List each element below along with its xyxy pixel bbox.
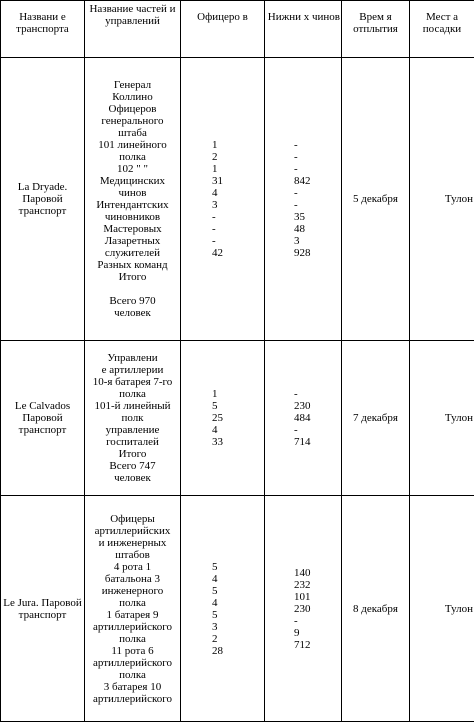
count-value: 31 bbox=[182, 175, 263, 187]
transport-name: Le Jura. Паровой транспорт bbox=[1, 496, 85, 722]
officers-count-list bbox=[181, 341, 265, 496]
unit-line: инженерного bbox=[86, 585, 179, 597]
officers-count-list bbox=[181, 496, 265, 722]
count-value: 4 bbox=[182, 187, 263, 199]
boarding-place: Тулон bbox=[410, 341, 474, 496]
count-value: 5 bbox=[182, 609, 263, 621]
unit-line: полк bbox=[86, 412, 179, 424]
departure-date: 8 декабря bbox=[342, 496, 410, 722]
unit-line: Генерал bbox=[86, 79, 179, 91]
count-value: 25 bbox=[182, 412, 263, 424]
unit-line: чинов bbox=[86, 187, 179, 199]
unit-line: артиллерийского bbox=[86, 693, 179, 705]
transport-name: Le Calvados Паровой транспорт bbox=[1, 341, 85, 496]
unit-line: Всего 747 bbox=[86, 460, 179, 472]
count-value: 232 bbox=[266, 579, 340, 591]
unit-line: Управлени bbox=[86, 352, 179, 364]
unit-line: Офицеров bbox=[86, 103, 179, 115]
unit-line bbox=[86, 283, 179, 295]
count-value: - bbox=[266, 139, 340, 151]
unit-line: генерального bbox=[86, 115, 179, 127]
unit-line: полка bbox=[86, 151, 179, 163]
header-units: Название частей и управлений bbox=[85, 1, 181, 58]
count-value: 4 bbox=[182, 573, 263, 585]
count-value: 3 bbox=[182, 199, 263, 211]
unit-line: полка bbox=[86, 669, 179, 681]
unit-line: артиллерийского bbox=[86, 657, 179, 669]
count-value: 1 bbox=[182, 388, 263, 400]
header-transport: Названи е транспорта bbox=[1, 1, 85, 58]
count-value: 842 bbox=[266, 175, 340, 187]
header-place: Мест а посадки bbox=[410, 1, 474, 58]
count-value: - bbox=[266, 615, 340, 627]
count-value: - bbox=[182, 223, 263, 235]
unit-line: служителей bbox=[86, 247, 179, 259]
header-officers: Офицеро в bbox=[181, 1, 265, 58]
count-value: 230 bbox=[266, 603, 340, 615]
count-value: 42 bbox=[182, 247, 263, 259]
count-value: 1 bbox=[182, 163, 263, 175]
unit-line: штаба bbox=[86, 127, 179, 139]
unit-line: 102 " " bbox=[86, 163, 179, 175]
count-value: 4 bbox=[182, 597, 263, 609]
unit-line: Интендантских bbox=[86, 199, 179, 211]
departure-date: 7 декабря bbox=[342, 341, 410, 496]
unit-line: Итого bbox=[86, 448, 179, 460]
header-row bbox=[1, 1, 474, 58]
unit-line: человек bbox=[86, 472, 179, 484]
count-value: 1 bbox=[182, 139, 263, 151]
count-value: - bbox=[266, 163, 340, 175]
count-value: 35 bbox=[266, 211, 340, 223]
units-list bbox=[85, 341, 181, 496]
count-value: - bbox=[266, 187, 340, 199]
unit-line: человек bbox=[86, 307, 179, 319]
unit-line: и инженерных bbox=[86, 537, 179, 549]
unit-line: 3 батарея 10 bbox=[86, 681, 179, 693]
unit-line: штабов bbox=[86, 549, 179, 561]
count-value: 230 bbox=[266, 400, 340, 412]
lower-ranks-count-list bbox=[265, 58, 342, 341]
count-value: 3 bbox=[266, 235, 340, 247]
transport-name: La Dryade. Паровой транспорт bbox=[1, 58, 85, 341]
units-list bbox=[85, 496, 181, 722]
count-value: 5 bbox=[182, 400, 263, 412]
count-value: 2 bbox=[182, 151, 263, 163]
unit-line: артиллерийского bbox=[86, 621, 179, 633]
units-list bbox=[85, 58, 181, 341]
unit-line: чиновников bbox=[86, 211, 179, 223]
count-value: 484 bbox=[266, 412, 340, 424]
count-value: 140 bbox=[266, 567, 340, 579]
lower-ranks-count-list bbox=[265, 496, 342, 722]
unit-line: Итого bbox=[86, 271, 179, 283]
boarding-place: Тулон bbox=[410, 496, 474, 722]
unit-line: Медицинских bbox=[86, 175, 179, 187]
count-value: 101 bbox=[266, 591, 340, 603]
unit-line: батальона 3 bbox=[86, 573, 179, 585]
count-value: 5 bbox=[182, 561, 263, 573]
count-value: 4 bbox=[182, 424, 263, 436]
unit-line: госпиталей bbox=[86, 436, 179, 448]
header-departure-time: Врем я отплытия bbox=[342, 1, 410, 58]
unit-line: е артиллерии bbox=[86, 364, 179, 376]
header-lower-ranks: Нижни х чинов bbox=[265, 1, 342, 58]
count-value: 928 bbox=[266, 247, 340, 259]
count-value: - bbox=[182, 235, 263, 247]
count-value: 3 bbox=[182, 621, 263, 633]
unit-line: полка bbox=[86, 597, 179, 609]
unit-line: Офицеры bbox=[86, 513, 179, 525]
officers-count-list bbox=[181, 58, 265, 341]
count-value: 712 bbox=[266, 639, 340, 651]
departure-date: 5 декабря bbox=[342, 58, 410, 341]
unit-line: 101-й линейный bbox=[86, 400, 179, 412]
count-value: 5 bbox=[182, 585, 263, 597]
unit-line: артиллерийских bbox=[86, 525, 179, 537]
count-value: - bbox=[266, 151, 340, 163]
count-value: 714 bbox=[266, 436, 340, 448]
lower-ranks-count-list bbox=[265, 341, 342, 496]
count-value: 48 bbox=[266, 223, 340, 235]
unit-line: Разных команд bbox=[86, 259, 179, 271]
count-value: 9 bbox=[266, 627, 340, 639]
count-value: - bbox=[182, 211, 263, 223]
count-value: 28 bbox=[182, 645, 263, 657]
unit-line: 10-я батарея 7-го bbox=[86, 376, 179, 388]
unit-line: 4 рота 1 bbox=[86, 561, 179, 573]
count-value: 2 bbox=[182, 633, 263, 645]
unit-line: Всего 970 bbox=[86, 295, 179, 307]
unit-line: 11 рота 6 bbox=[86, 645, 179, 657]
count-value: 33 bbox=[182, 436, 263, 448]
unit-line: полка bbox=[86, 388, 179, 400]
count-value: - bbox=[266, 388, 340, 400]
count-value: - bbox=[266, 424, 340, 436]
unit-line: Коллино bbox=[86, 91, 179, 103]
table-row bbox=[1, 496, 474, 722]
unit-line: полка bbox=[86, 633, 179, 645]
unit-line: Мастеровых bbox=[86, 223, 179, 235]
table-row bbox=[1, 58, 474, 341]
boarding-place: Тулон bbox=[410, 58, 474, 341]
unit-line: 101 линейного bbox=[86, 139, 179, 151]
unit-line: управление bbox=[86, 424, 179, 436]
unit-line: Лазаретных bbox=[86, 235, 179, 247]
table-row bbox=[1, 341, 474, 496]
count-value: - bbox=[266, 199, 340, 211]
unit-line: 1 батарея 9 bbox=[86, 609, 179, 621]
